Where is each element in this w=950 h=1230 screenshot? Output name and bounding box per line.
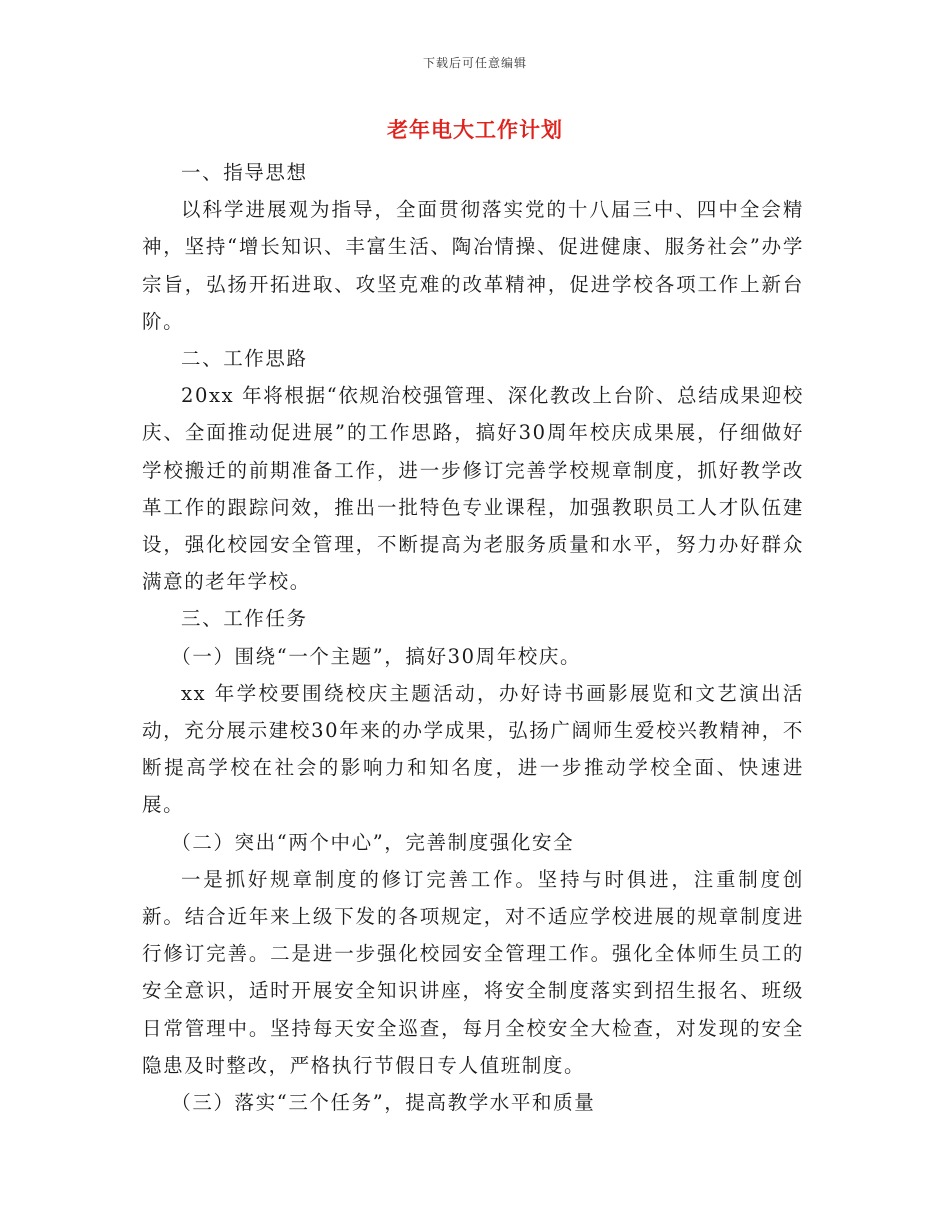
paragraph: 以科学进展观为指导，全面贯彻落实党的十八届三中、四中全会精神，坚持“增长知识、丰富生活、陶冶情操、促进健康、服务社会”办学宗旨，弘扬开拓进取、攻坚克难的改革精神，促进学校各项工作上新台阶。	[142, 198, 804, 333]
paragraph: 20xx 年将根据“依规治校强管理、深化教改上台阶、总结成果迎校庆、全面推动促进展”的工作思路，搞好30周年校庆成果展，仔细做好学校搬迁的前期准备工作，进一步修订完善学校规章制度，抓好教学改革工作的跟踪问效，推出一批特色专业课程，加强教职员工人才队伍建设，强化校园安全管理，不断提高为老服务质量和水平，努力办好群众满意的老年学校。	[142, 384, 804, 594]
subsection-heading: （三）落实“三个任务”，提高教学水平和质量	[171, 1091, 596, 1115]
subsection-heading: （一）围绕“一个主题”，搞好30周年校庆。	[171, 644, 582, 668]
paragraph: xx 年学校要围绕校庆主题活动，办好诗书画影展览和文艺演出活动，充分展示建校30年来的办学成果，弘扬广阔师生爱校兴教精神，不断提高学校在社会的影响力和知名度，进一步推动学校全面、快速进展。	[142, 681, 804, 817]
section-heading: 三、工作任务	[181, 607, 308, 631]
header-note: 下载后可任意编辑	[422, 56, 527, 70]
document-title: 老年电大工作计划	[387, 117, 563, 142]
paragraph: 一是抓好规章制度的修订完善工作。坚持与时俱进，注重制度创新。结合近年来上级下发的各项规定，对不适应学校进展的规章制度进行修订完善。二是进一步强化校园安全管理工作。强化全体师生员工的安全意识，适时开展安全知识讲座，将安全制度落实到招生报名、班级日常管理中。坚持每天安全巡查，每月全校安全大检查，对发现的安全隐患及时整改，严格执行节假日专人值班制度。	[142, 867, 804, 1077]
subsection-heading: （二）突出“两个中心”，完善制度强化安全	[171, 830, 575, 854]
document-body	[142, 154, 804, 1121]
section-heading: 二、工作思路	[181, 347, 308, 371]
section-heading: 一、指导思想	[181, 161, 308, 184]
